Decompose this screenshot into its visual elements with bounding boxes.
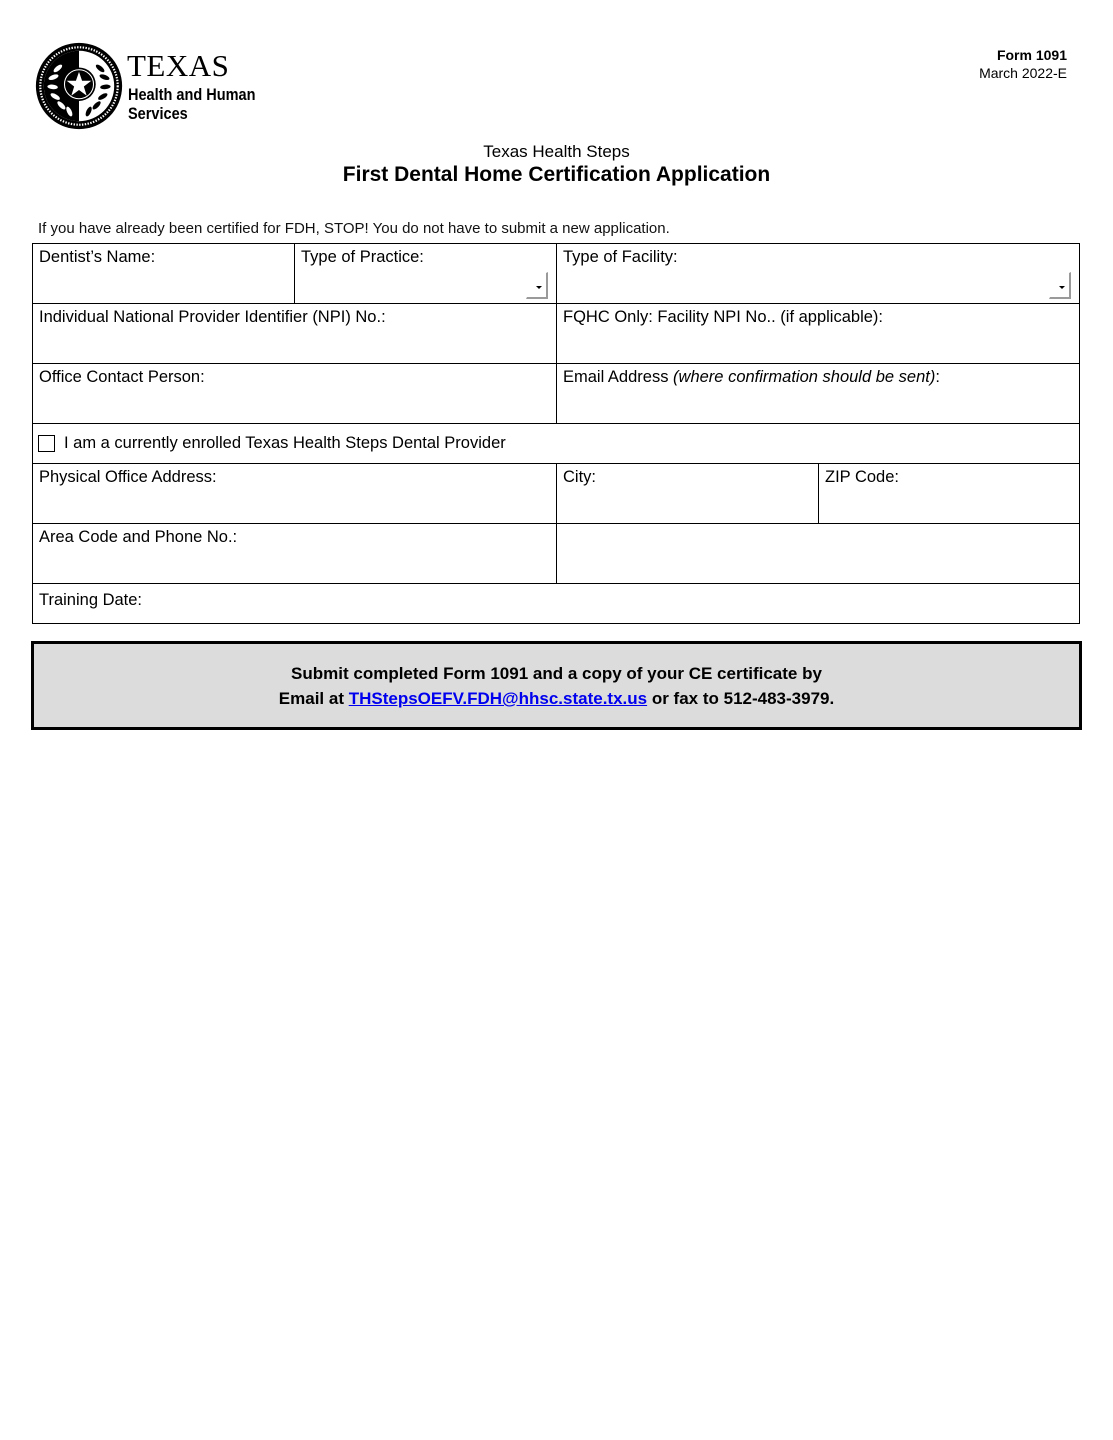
form-row-6 [33, 524, 1079, 584]
brand-line-1: Health and Human [128, 86, 256, 104]
email-label-suffix: : [935, 368, 940, 386]
texas-hhs-seal-icon [35, 42, 123, 130]
enrolled-provider-checkbox[interactable] [38, 435, 55, 452]
address-cell [33, 464, 557, 523]
empty-cell [557, 524, 1079, 583]
fqhc-npi-field[interactable] [563, 335, 1073, 359]
application-form [32, 243, 1080, 624]
dentist-name-label: Dentist’s Name: [39, 248, 156, 266]
enrolled-provider-row [33, 424, 1079, 463]
phone-label: Area Code and Phone No.: [39, 528, 238, 546]
form-revision: March 2022-E [979, 65, 1067, 81]
contact-person-cell [33, 364, 557, 423]
form-row-4 [33, 424, 1079, 464]
zip-cell [819, 464, 1079, 523]
submit-email-link[interactable]: THStepsOEFV.FDH@hhsc.state.tx.us [348, 689, 648, 708]
type-of-practice-dropdown[interactable] [526, 272, 548, 299]
fqhc-npi-label: FQHC Only: Facility NPI No.. (if applicable): [563, 308, 883, 326]
npi-label: Individual National Provider Identifier (NPI) No.: [39, 308, 386, 326]
form-row-2 [33, 304, 1079, 364]
city-label: City: [563, 468, 596, 486]
submit-line-2 [34, 686, 1079, 711]
dentist-name-field[interactable] [39, 275, 288, 299]
form-row-3 [33, 364, 1079, 424]
email-field[interactable] [563, 395, 1073, 419]
npi-field[interactable] [39, 335, 550, 359]
form-row-5 [33, 464, 1079, 524]
type-of-facility-cell [557, 244, 1079, 303]
phone-field[interactable] [39, 555, 550, 579]
brand-subtitle [128, 86, 255, 124]
type-of-facility-label: Type of Facility: [563, 248, 678, 266]
submit-line-1: Submit completed Form 1091 and a copy of your CE certificate by [291, 664, 822, 683]
dentist-name-cell [33, 244, 295, 303]
city-field[interactable] [563, 495, 812, 519]
program-name: Texas Health Steps [483, 142, 630, 161]
fqhc-npi-cell [557, 304, 1079, 363]
type-of-practice-cell [295, 244, 557, 303]
submit-instructions [31, 641, 1082, 730]
email-cell [557, 364, 1079, 423]
npi-cell [33, 304, 557, 363]
contact-person-field[interactable] [39, 395, 550, 419]
form-number: Form 1091 [996, 47, 1067, 63]
hhs-logo [35, 42, 265, 132]
brand-name: TEXAS [127, 48, 230, 83]
contact-person-label: Office Contact Person: [39, 368, 205, 386]
form-row-1 [33, 244, 1079, 304]
phone-cell [33, 524, 557, 583]
brand-line-2: Services [128, 105, 188, 123]
page-title: First Dental Home Certification Application [342, 163, 771, 186]
form-identifier [979, 46, 1067, 82]
training-date-label: Training Date: [39, 591, 143, 609]
enrolled-provider-label: I am a currently enrolled Texas Health Steps Dental Provider [64, 434, 506, 452]
submit-line-2-suffix: or fax to 512-483-3979. [647, 689, 835, 708]
submit-line-2-prefix: Email at [278, 689, 349, 708]
notice-text: If you have already been certified for FDH, STOP! You do not have to submit a new application. [38, 220, 670, 237]
city-cell [557, 464, 819, 523]
type-of-facility-dropdown[interactable] [1049, 272, 1071, 299]
email-label-text: Email Address [563, 368, 674, 386]
email-label-note: (where confirmation should be sent) [673, 368, 936, 386]
training-date-cell [33, 584, 1079, 623]
zip-label: ZIP Code: [825, 468, 899, 486]
type-of-practice-label: Type of Practice: [301, 248, 424, 266]
address-field[interactable] [39, 495, 550, 519]
form-row-7 [33, 584, 1079, 623]
email-label [563, 368, 1073, 387]
address-label: Physical Office Address: [39, 468, 217, 486]
zip-field[interactable] [825, 495, 1073, 519]
